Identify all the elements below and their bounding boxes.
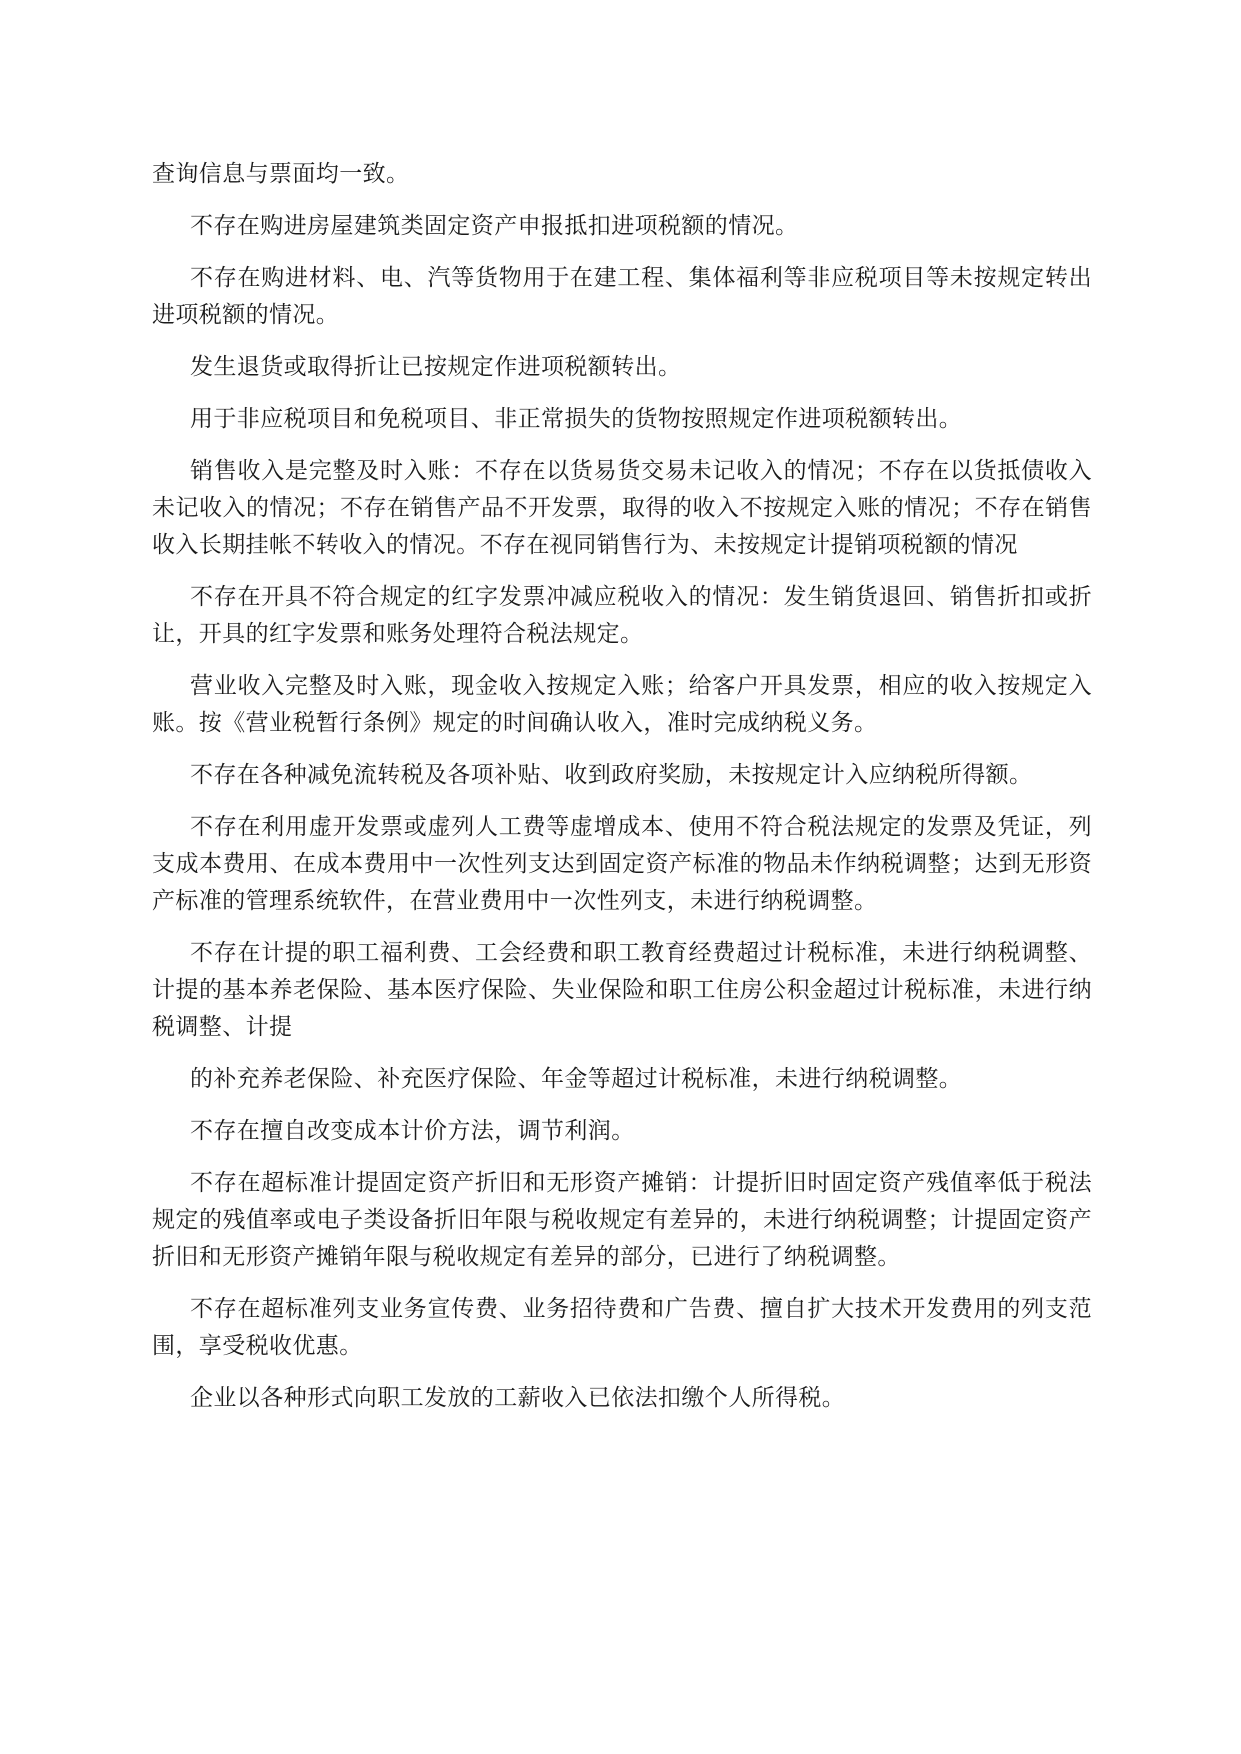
paragraph: 发生退货或取得折让已按规定作进项税额转出。 (190, 354, 682, 380)
paragraph: 查询信息与票面均一致。 (152, 161, 410, 187)
paragraph: 不存在超标准计提固定资产折旧和无形资产摊销：计提折旧时固定资产残值率低于税法规定的残值率或电子类设备折旧年限与税收规定有差异的，未进行纳税调整；计提固定资产折旧和无形资产摊销年限与税收规定有差异的部分，已进行了纳税调整。 (152, 1170, 1092, 1270)
paragraph: 的补充养老保险、补充医疗保险、年金等超过计税标准，未进行纳税调整。 (190, 1066, 963, 1092)
paragraph: 不存在利用虚开发票或虚列人工费等虚增成本、使用不符合税法规定的发票及凭证，列支成本费用、在成本费用中一次性列支达到固定资产标准的物品未作纳税调整；达到无形资产标准的管理系统软件，在营业费用中一次性列支，未进行纳税调整。 (152, 814, 1092, 914)
paragraph: 企业以各种形式向职工发放的工薪收入已依法扣缴个人所得税。 (190, 1385, 846, 1411)
paragraph: 不存在各种减免流转税及各项补贴、收到政府奖励，未按规定计入应纳税所得额。 (190, 762, 1033, 788)
paragraph: 用于非应税项目和免税项目、非正常损失的货物按照规定作进项税额转出。 (190, 406, 963, 432)
paragraph: 不存在超标准列支业务宣传费、业务招待费和广告费、擅自扩大技术开发费用的列支范围，享受税收优惠。 (152, 1296, 1092, 1359)
paragraph: 不存在开具不符合规定的红字发票冲减应税收入的情况：发生销货退回、销售折扣或折让，开具的红字发票和账务处理符合税法规定。 (152, 584, 1092, 647)
paragraph: 销售收入是完整及时入账：不存在以货易货交易未记收入的情况；不存在以货抵债收入未记收入的情况；不存在销售产品不开发票，取得的收入不按规定入账的情况；不存在销售收入长期挂帐不转收入的情况。不存在视同销售行为、未按规定计提销项税额的情况 (152, 458, 1092, 558)
paragraph: 不存在购进材料、电、汽等货物用于在建工程、集体福利等非应税项目等未按规定转出进项税额的情况。 (152, 265, 1092, 328)
paragraph: 不存在擅自改变成本计价方法，调节利润。 (190, 1118, 635, 1144)
paragraph: 不存在购进房屋建筑类固定资产申报抵扣进项税额的情况。 (190, 213, 799, 239)
paragraph: 不存在计提的职工福利费、工会经费和职工教育经费超过计税标准，未进行纳税调整、计提的基本养老保险、基本医疗保险、失业保险和职工住房公积金超过计税标准，未进行纳税调整、计提 (152, 940, 1092, 1040)
paragraph: 营业收入完整及时入账，现金收入按规定入账；给客户开具发票，相应的收入按规定入账。按《营业税暂行条例》规定的时间确认收入，准时完成纳税义务。 (152, 673, 1092, 736)
document-body (152, 156, 1092, 1432)
